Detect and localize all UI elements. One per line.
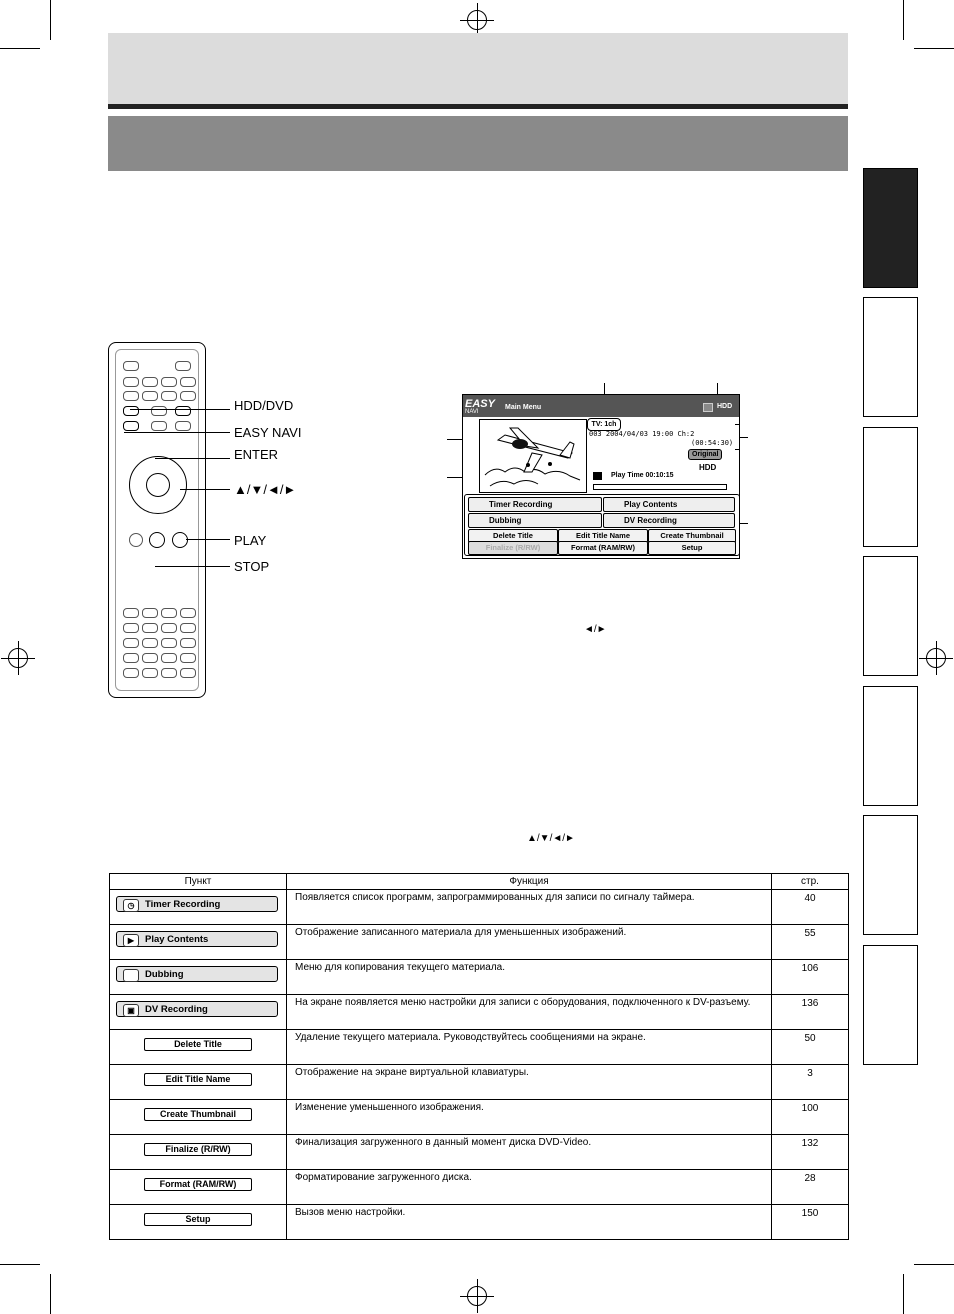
easy-navi-logo: EASY — [465, 398, 495, 410]
stop-icon — [593, 472, 602, 480]
delete-title-button: Delete Title — [144, 1038, 252, 1051]
menu-finalize[interactable]: Finalize (R/RW) — [468, 541, 558, 555]
function-table — [109, 873, 849, 1240]
callout-play: PLAY — [234, 533, 267, 548]
progress-bar — [593, 484, 727, 490]
menu-timer-recording[interactable]: Timer Recording — [468, 497, 602, 512]
menu-dubbing[interactable]: Dubbing — [468, 513, 602, 528]
menu-delete-title[interactable]: Delete Title — [468, 529, 558, 543]
menu-create-thumbnail[interactable]: Create Thumbnail — [648, 529, 736, 543]
arrow-keys-lr: ◄/► — [584, 624, 607, 635]
chapter-tab[interactable] — [863, 297, 918, 417]
dv-recording-button: ▣ DV Recording — [116, 1001, 278, 1017]
menu-edit-title-name[interactable]: Edit Title Name — [558, 529, 648, 543]
crop-mark — [0, 1264, 40, 1265]
arrow-keys-all: ▲/▼/◄/► — [527, 833, 575, 844]
dubbing-button: Dubbing — [116, 966, 278, 982]
play-time: Play Time 00:10:15 — [611, 472, 674, 479]
col-header-item: Пункт — [110, 874, 287, 890]
table-row: ▶ Play Contents Отображение записанного материала для уменьшенных изображений. 55 — [110, 925, 849, 960]
duration: (00:54:30) — [691, 439, 734, 447]
callout-hdd-dvd: HDD/DVD — [234, 398, 294, 413]
create-thumbnail-button: Create Thumbnail — [144, 1108, 252, 1121]
header-rule — [108, 104, 848, 109]
table-row: ◷ Timer Recording Появляется список программ, запрограммированных для записи по сигналу таймера. 40 — [110, 890, 849, 925]
edit-title-name-button: Edit Title Name — [144, 1073, 252, 1086]
callout-enter: ENTER — [234, 447, 279, 462]
menu-dv-recording[interactable]: DV Recording — [603, 513, 735, 528]
source-label: HDD — [699, 463, 717, 472]
setup-button: Setup — [144, 1213, 252, 1226]
subheader-band — [108, 116, 848, 171]
registration-mark — [8, 648, 28, 668]
table-row: Create Thumbnail Изменение уменьшенного изображения. 100 — [110, 1100, 849, 1135]
timer-recording-button: ◷ Timer Recording — [116, 896, 278, 912]
format-button: Format (RAM/RW) — [144, 1178, 252, 1191]
clock-icon: ◷ — [123, 899, 139, 912]
crop-mark — [914, 48, 954, 49]
table-row: Format (RAM/RW) Форматирование загруженного диска. 28 — [110, 1170, 849, 1205]
callout-easy-navi: EASY NAVI — [234, 425, 302, 440]
menu-format[interactable]: Format (RAM/RW) — [558, 541, 648, 555]
crop-mark — [50, 1274, 51, 1314]
crop-mark — [914, 1264, 954, 1265]
play-contents-button: ▶ Play Contents — [116, 931, 278, 947]
menu-setup[interactable]: Setup — [648, 541, 736, 555]
channel-badge: TV: 1ch — [587, 418, 621, 431]
chapter-tab[interactable] — [863, 815, 918, 935]
device-label: HDD — [717, 403, 733, 410]
chapter-tab[interactable] — [863, 427, 918, 547]
callout-arrows: ▲/▼/◄/► — [234, 482, 297, 497]
table-row: ▣ DV Recording На экране появляется меню настройки для записи с оборудования, подключенного к DV-разъему. 136 — [110, 995, 849, 1030]
hdd-icon — [703, 403, 713, 412]
airplane-thumbnail — [479, 419, 587, 493]
recording-info: 003 2004/04/03 19:00 Ch:2 — [589, 430, 695, 438]
menu-title: Main Menu — [505, 404, 542, 411]
finalize-button: Finalize (R/RW) — [144, 1143, 252, 1156]
disc-icon — [123, 969, 139, 982]
chapter-tab[interactable] — [863, 556, 918, 676]
menu-play-contents[interactable]: Play Contents — [603, 497, 735, 512]
header-band — [108, 33, 848, 104]
film-icon: ▶ — [123, 934, 139, 947]
chapter-tab-active[interactable] — [863, 168, 918, 288]
registration-mark — [926, 648, 946, 668]
registration-mark — [467, 10, 487, 30]
table-row: Finalize (R/RW) Финализация загруженного в данный момент диска DVD-Video. 132 — [110, 1135, 849, 1170]
crop-mark — [903, 0, 904, 40]
crop-mark — [903, 1274, 904, 1314]
original-badge: Original — [688, 449, 722, 460]
table-row: Dubbing Меню для копирования текущего материала. 106 — [110, 960, 849, 995]
table-row: Edit Title Name Отображение на экране виртуальной клавиатуры. 3 — [110, 1065, 849, 1100]
chapter-tab[interactable] — [863, 686, 918, 806]
col-header-function: Функция — [287, 874, 772, 890]
registration-mark — [467, 1286, 487, 1306]
crop-mark — [0, 48, 40, 49]
callout-stop: STOP — [234, 559, 270, 574]
crop-mark — [50, 0, 51, 40]
table-row: Setup Вызов меню настройки. 150 — [110, 1205, 849, 1240]
main-menu-screenshot: EASY NAVI Main Menu HDD TV: 1ch 003 2004/04/03 19:00 Ch:2 (00:54:30) Original HDD Play Time 00:10:15 Timer Recording Play Contents Dubbing DV Recording Delete Title Edit Title Name Create Thumbnail Finalize (R/RW) Format (RAM/RW) Setup — [462, 394, 740, 559]
col-header-page: стр. — [772, 874, 849, 890]
chapter-tab[interactable] — [863, 945, 918, 1065]
table-row: Delete Title Удаление текущего материала. Руководствуйтесь сообщениями на экране. 50 — [110, 1030, 849, 1065]
remote-control-illustration — [108, 342, 206, 698]
camcorder-icon: ▣ — [123, 1004, 139, 1017]
